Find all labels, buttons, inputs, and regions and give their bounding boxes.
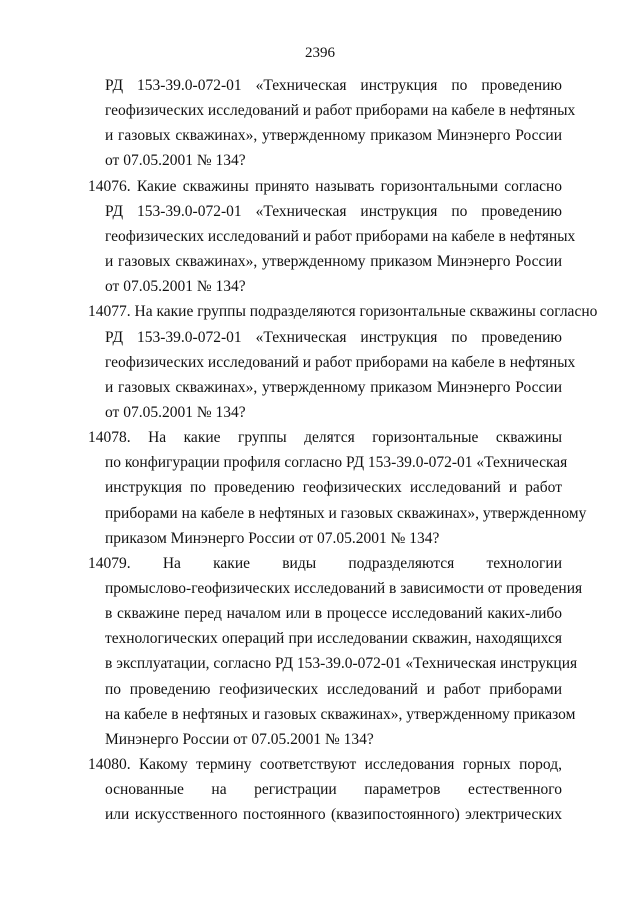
text-line: приказом Минэнерго России от 07.05.2001 № 134? [105,530,440,547]
text-line: по конфигурации профиля согласно РД 153-39.0-072-01 «Техническая [105,454,568,471]
text-line: от 07.05.2001 № 134? [105,404,246,421]
text-line: и газовых скважинах», утвержденному приказом Минэнерго России [105,379,562,396]
text-line: РД 153-39.0-072-01 «Техническая инструкция по проведению [105,329,562,346]
text-line: приборами на кабеле в нефтяных и газовых скважинах», утвержденному [105,505,587,522]
question-line: 14080. Какому термину соответствуют исследования горных пород, [88,756,562,773]
text-line: Минэнерго России от 07.05.2001 № 134? [105,731,374,748]
text-line: по проведению геофизических исследований и работ приборами [105,681,562,698]
text-line: в скважине перед началом или в процессе исследований каких-либо [105,605,562,622]
text-line: РД 153-39.0-072-01 «Техническая инструкция по проведению [105,77,562,94]
text-line: геофизических исследований и работ приборами на кабеле в нефтяных [105,228,576,245]
question-line: 14077. На какие группы подразделяются горизонтальные скважины согласно [88,303,598,320]
text-line: основанные на регистрации параметров естественного [105,781,562,798]
text-line: технологических операций при исследовании скважин, находящихся [105,630,562,647]
text-line: от 07.05.2001 № 134? [105,152,246,169]
text-line: промыслово-геофизических исследований в зависимости от проведения [105,580,583,597]
text-line: и газовых скважинах», утвержденному приказом Минэнерго России [105,253,562,270]
text-line: от 07.05.2001 № 134? [105,278,246,295]
text-line: инструкция по проведению геофизических исследований и работ [105,479,562,496]
question-line: 14079. На какие виды подразделяются технологии [88,555,562,572]
page-number: 2396 [305,45,335,61]
text-line: в эксплуатации, согласно РД 153-39.0-072-01 «Техническая инструкция [105,655,578,672]
text-line: геофизических исследований и работ приборами на кабеле в нефтяных [105,102,576,119]
text-line: на кабеле в нефтяных и газовых скважинах», утвержденному приказом [105,706,576,723]
text-line: РД 153-39.0-072-01 «Техническая инструкция по проведению [105,203,562,220]
text-line: геофизических исследований и работ приборами на кабеле в нефтяных [105,354,576,371]
question-line: 14078. На какие группы делятся горизонтальные скважины [88,429,562,446]
question-line: 14076. Какие скважины принято называть горизонтальными согласно [88,178,562,195]
text-line: или искусственного постоянного (квазипостоянного) электрических [105,806,562,823]
text-line: и газовых скважинах», утвержденному приказом Минэнерго России [105,127,562,144]
